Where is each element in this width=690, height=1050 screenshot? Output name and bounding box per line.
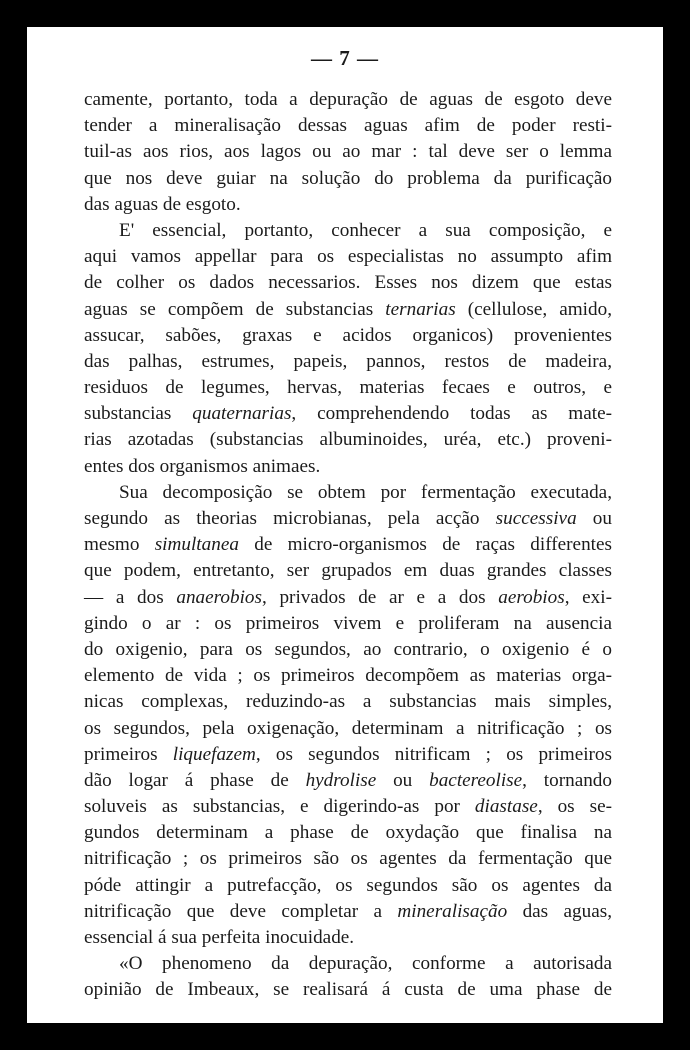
text-line: E' essencial, portanto, conhecer a sua composição, e [119, 219, 612, 241]
text-line: primeiros liquefazem, os segundos nitrificam ; os primeiros [84, 743, 612, 765]
text-line: gundos determinam a phase de oxydação que finalisa na [84, 822, 612, 844]
text-line: dão logar á phase de hydrolise ou bactereolise, tornando [84, 769, 612, 791]
italic-term: simultanea [154, 534, 239, 556]
text-line: substancias quaternarias, comprehendendo todas as mate- [84, 403, 612, 425]
text-line: essencial á sua perfeita inocuidade. [84, 927, 355, 948]
text-line: os segundos, pela oxigenação, determinam a nitrificação ; os [84, 717, 612, 739]
text-line: camente, portanto, toda a depuração de aguas de esgoto deve [84, 89, 612, 110]
italic-term: hydrolise [305, 769, 377, 791]
italic-term: liquefazem [172, 743, 256, 765]
text-line: de colher os dados necessarios. Esses nos dizem que estas [84, 272, 612, 294]
italic-term: ternarias [385, 298, 456, 320]
body-text [84, 87, 612, 1004]
text-line: póde attingir a putrefacção, os segundos são os agentes da [84, 874, 612, 896]
text-line: das aguas de esgoto. [84, 193, 241, 215]
text-line: elemento de vida ; os primeiros decompõem as materias orga- [84, 665, 612, 687]
text-line: tender a mineralisação dessas aguas afim de poder resti- [84, 115, 612, 137]
text-line: do oxigenio, para os segundos, ao contrario, o oxigenio é o [84, 638, 612, 660]
text-line: assucar, sabões, graxas e acidos organicos) provenientes [84, 324, 612, 346]
text-line: tuil-as aos rios, aos lagos ou ao mar : tal deve ser o lemma [84, 141, 612, 163]
text-line: que nos deve guiar na solução do problema da purificação [84, 167, 612, 189]
text-line: «O phenomeno da depuração, conforme a autorisada [119, 953, 612, 975]
italic-term: anaerobios [176, 586, 262, 608]
text-line: Sua decomposição se obtem por fermentação executada, [119, 481, 612, 503]
text-line: — a dos anaerobios, privados de ar e a dos aerobios, exi- [84, 586, 612, 608]
text-line: rias azotadas (substancias albuminoides, uréa, etc.) proveni- [84, 429, 612, 451]
text-line: nitrificação ; os primeiros são os agentes da fermentação que [84, 848, 612, 870]
text-line: gindo o ar : os primeiros vivem e proliferam na ausencia [84, 612, 612, 634]
italic-term: bactereolise [429, 769, 523, 791]
text-line: aguas se compõem de substancias ternarias (cellulose, amido, [84, 298, 612, 320]
text-line: nicas complexas, reduzindo-as a substancias mais simples, [84, 691, 612, 713]
text-line: que podem, entretanto, ser grupados em duas grandes classes [84, 560, 612, 582]
text-line: aqui vamos appellar para os especialistas no assumpto afim [84, 246, 612, 268]
text-line: residuos de legumes, hervas, materias fecaes e outros, e [84, 377, 612, 399]
text-line: segundo as theorias microbianas, pela acção successiva ou [84, 508, 612, 529]
page-number: — 7 — [311, 46, 379, 70]
text-line: mesmo simultanea de micro-organismos de raças differentes [84, 534, 612, 556]
italic-term: aerobios [498, 586, 565, 608]
text-line: das palhas, estrumes, papeis, pannos, restos de madeira, [84, 350, 612, 372]
italic-term: successiva [495, 508, 577, 529]
italic-term: mineralisação [397, 900, 508, 922]
text-line: entes dos organismos animaes. [84, 455, 321, 477]
text-line: soluveis as substancias, e digerindo-as por diastase, os se- [84, 796, 612, 818]
book-page [27, 27, 663, 1023]
italic-term: diastase [474, 796, 538, 818]
text-line: opinião de Imbeaux, se realisará á custa de uma phase de [84, 979, 612, 1001]
text-line: nitrificação que deve completar a mineralisação das aguas, [84, 900, 612, 922]
italic-term: quaternarias [192, 403, 292, 425]
